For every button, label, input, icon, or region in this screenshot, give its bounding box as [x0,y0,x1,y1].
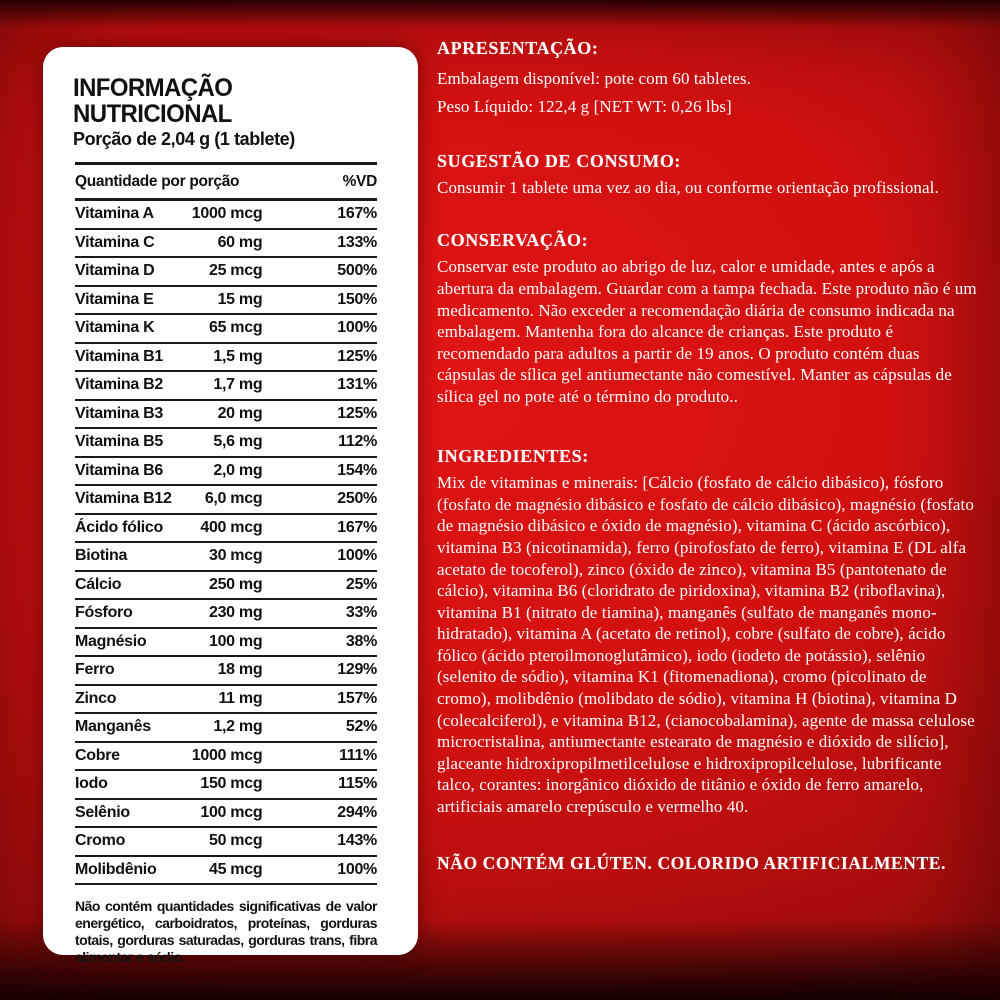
nutrient-amount: 400 mcg [176,514,277,543]
nutrient-amount: 1,7 mg [176,371,277,400]
nutrient-amount: 1000 mcg [176,200,277,229]
ingredientes-body: Mix de vitaminas e minerais: [Cálcio (fosfato de cálcio dibásico), fósforo (fosfato de magnésio dibásico e fosfato de cálcio dibásico), magnésio (fosfato de magnésio dibásico e óxido de magnésio), vitamina C (ácido ascórbico), vitamina B3 (nicotinamida), ferro (pirofosfato de ferro), vitamina E (DL alfa acetato de tocoferol), zinco (óxido de zinco), vitamina B5 (pantotenato de cálcio), vitamina B6 (cloridrato de piridoxina), vitamina B2 (riboflavina), vitamina B1 (nitrato de tiamina), manganês (sulfato de manganês mono-hidratado), vitamina A (acetato de retinol), cobre (sulfato de cobre), ácido fólico (ácido pteroilmonoglutâmico), iodo (iodeto de potássio), selênio (selenito de sódio), vitamina K1 (fitomenadiona), cromo (picolinato de cromo), molibdênio (molibdato de sódio), vitamina H (biotina), vitamina D (colecalciferol), e vitamina B12, (cianocobalamina), agente de massa celulose microcristalina, antiumectante estearato de magnésio e dióxido de silício], glaceante hidroxipropilmetilcelulose e hidroxipropilcelulose, lubrificante talco, corantes: inorgânico dióxido de titânio e óxido de ferro amarelo, artificiais amarelo crepúsculo e vermelho 40. [437,473,975,817]
nutrient-name: Iodo [75,770,176,799]
nutrient-amount: 30 mcg [176,542,277,571]
nutrient-amount: 65 mcg [176,314,277,343]
nutrient-dv: 115% [276,770,377,799]
nutrient-amount: 6,0 mcg [176,485,277,514]
section-sugestao-de-consumo [437,151,977,199]
nutrient-amount: 25 mcg [176,257,277,286]
nutrition-footnote: Não contém quantidades significativas de valor energético, carboidratos, proteínas, gorduras totais, gorduras saturadas, gorduras trans, fibra alimentar e sódio. [75,898,377,965]
nutrient-amount: 250 mg [176,571,277,600]
nutrient-amount: 60 mg [176,229,277,258]
table-row [75,428,377,457]
nutrient-name: Vitamina B5 [75,428,176,457]
nutrient-dv: 167% [276,200,377,229]
nutrient-amount: 45 mcg [176,856,277,885]
nutrient-dv: 125% [276,400,377,429]
apresentacao-line-net-weight: Peso Líquido: 122,4 g [NET WT: 0,26 lbs] [437,96,732,116]
nutrient-amount: 2,0 mg [176,457,277,486]
nutrient-dv: 154% [276,457,377,486]
nutrient-name: Vitamina B2 [75,371,176,400]
nutrient-name: Selênio [75,799,176,828]
nutrient-name: Biotina [75,542,176,571]
serving-size-text: Porção de 2,04 g (1 tablete) [73,129,295,150]
table-row [75,286,377,315]
nutrition-table-header [75,164,377,200]
column-header-quantity: Quantidade por porção [75,164,276,200]
nutrient-amount: 5,6 mg [176,428,277,457]
nutrient-dv: 294% [276,799,377,828]
nutrient-dv: 250% [276,485,377,514]
table-row [75,371,377,400]
nutrient-dv: 150% [276,286,377,315]
column-header-dv: %VD [276,164,377,200]
nutrient-amount: 50 mcg [176,827,277,856]
table-row [75,200,377,229]
apresentacao-heading: APRESENTAÇÃO: [437,38,599,58]
nutrient-dv: 38% [276,628,377,657]
nutrient-amount: 15 mg [176,286,277,315]
nutrition-facts-card [43,47,418,965]
nutrient-dv: 100% [276,542,377,571]
table-row [75,628,377,657]
nutrient-amount: 150 mcg [176,770,277,799]
nutrient-dv: 52% [276,713,377,742]
nutrient-name: Ácido fólico [75,514,176,543]
nutrient-name: Cobre [75,742,176,771]
ingredientes-heading: INGREDIENTES: [437,445,589,466]
nutrient-amount: 1,5 mg [176,343,277,372]
table-row [75,343,377,372]
nutrient-name: Cromo [75,827,176,856]
nutrient-name: Molibdênio [75,856,176,885]
nutrient-amount: 230 mg [176,599,277,628]
sugestao-heading: SUGESTÃO DE CONSUMO: [437,150,682,171]
nutrition-table [75,162,377,885]
nutrition-card-title: INFORMAÇÃO NUTRICIONAL [73,73,233,129]
nutrient-name: Fósforo [75,599,176,628]
table-row [75,713,377,742]
nutrient-dv: 500% [276,257,377,286]
nutrient-dv: 133% [276,229,377,258]
nutrient-amount: 18 mg [176,656,277,685]
table-row [75,514,377,543]
nutrient-dv: 143% [276,827,377,856]
nutrient-dv: 100% [276,856,377,885]
info-panel [437,38,977,874]
nutrient-amount: 20 mg [176,400,277,429]
nutrient-dv: 112% [276,428,377,457]
apresentacao-line-packaging: Embalagem disponível: pote com 60 tabletes. [437,68,752,88]
sugestao-body: Consumir 1 tablete uma vez ao dia, ou conforme orientação profissional. [437,178,939,198]
nutrient-dv: 33% [276,599,377,628]
nutrient-dv: 167% [276,514,377,543]
table-row [75,656,377,685]
table-row [75,571,377,600]
nutrient-dv: 100% [276,314,377,343]
nutrient-amount: 1,2 mg [176,713,277,742]
conservacao-body: Conservar este produto ao abrigo de luz, calor e umidade, antes e após a abertura da embalagem. Guardar com a tampa fechada. Este produto não é um medicamento. Não exceder a recomendação diária de consumo indicada na embalagem. Mantenha fora do alcance de crianças. Este produto é recomendado para adultos a partir de 19 anos. O produto contém duas cápsulas de sílica gel antiumectante não comestível. Manter as cápsulas de sílica gel no pote até o término do produto.. [437,257,977,406]
table-row [75,856,377,885]
table-row [75,542,377,571]
nutrient-dv: 125% [276,343,377,372]
nutrient-name: Vitamina D [75,257,176,286]
nutrient-amount: 100 mcg [176,799,277,828]
table-row [75,827,377,856]
nutrient-name: Manganês [75,713,176,742]
nutrient-dv: 131% [276,371,377,400]
nutrient-name: Vitamina B1 [75,343,176,372]
nutrient-name: Vitamina E [75,286,176,315]
table-row [75,229,377,258]
conservacao-heading: CONSERVAÇÃO: [437,229,589,250]
section-conservacao [437,230,977,408]
nutrient-name: Vitamina K [75,314,176,343]
nutrient-amount: 11 mg [176,685,277,714]
table-row [75,314,377,343]
table-row [75,799,377,828]
nutrient-name: Cálcio [75,571,176,600]
nutrient-name: Vitamina B6 [75,457,176,486]
table-row [75,400,377,429]
nutrient-dv: 25% [276,571,377,600]
table-row [75,770,377,799]
nutrient-name: Ferro [75,656,176,685]
nutrient-name: Zinco [75,685,176,714]
nutrient-name: Magnésio [75,628,176,657]
section-apresentacao [437,38,977,121]
table-row [75,457,377,486]
nutrient-amount: 100 mg [176,628,277,657]
nutrient-amount: 1000 mcg [176,742,277,771]
nutrient-dv: 157% [276,685,377,714]
table-row [75,599,377,628]
nutrient-name: Vitamina A [75,200,176,229]
section-ingredientes [437,446,977,818]
nutrient-name: Vitamina B3 [75,400,176,429]
nutrient-dv: 129% [276,656,377,685]
table-row [75,742,377,771]
nutrient-name: Vitamina C [75,229,176,258]
nutrition-table-body [75,200,377,885]
nutrient-name: Vitamina B12 [75,485,176,514]
table-row [75,685,377,714]
gluten-free-notice: NÃO CONTÉM GLÚTEN. COLORIDO ARTIFICIALMENTE. [437,852,947,873]
nutrient-dv: 111% [276,742,377,771]
table-row [75,257,377,286]
table-row [75,485,377,514]
